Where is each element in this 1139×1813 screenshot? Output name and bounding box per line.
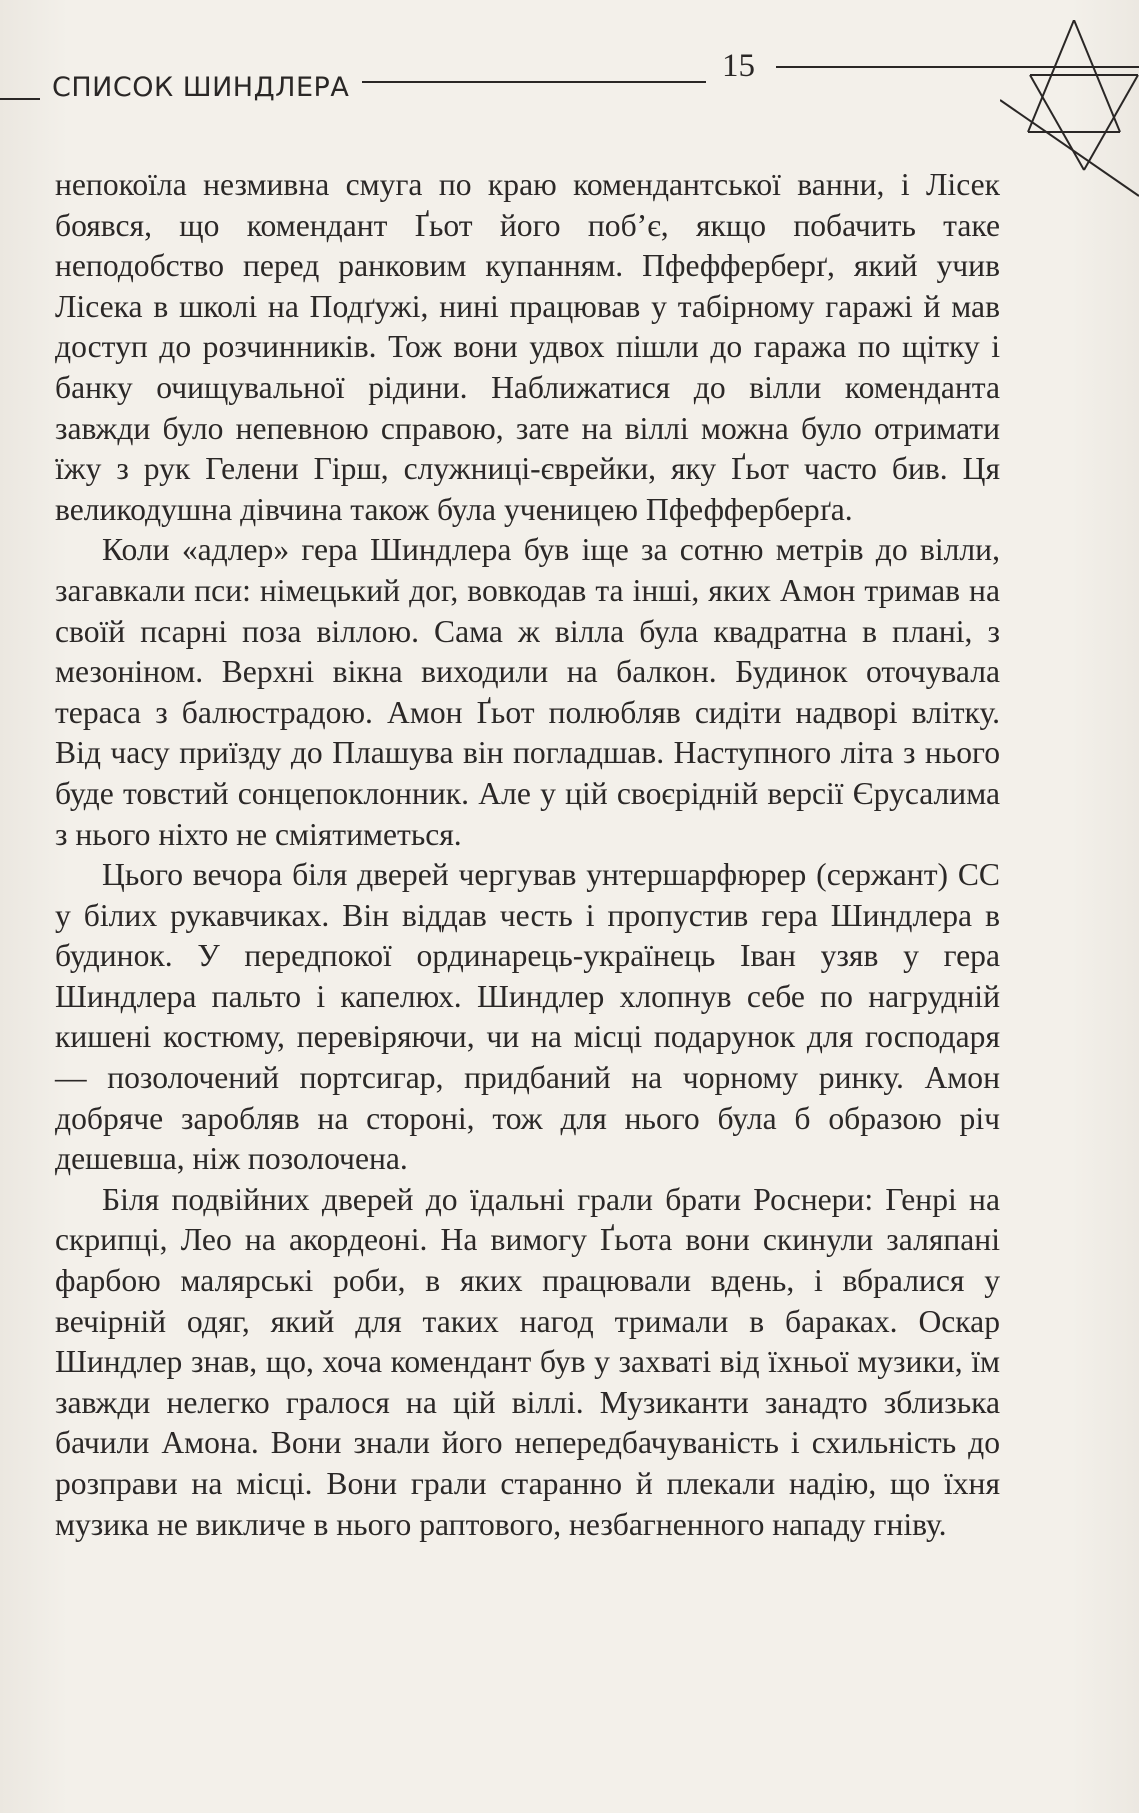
paragraph: Коли «адлер» гера Шиндлера був іще за сотню метрів до вілли, загавкали пси: німецький дог, вовкодав та інші, яких Амон тримав на своїй псарні поза віллою. Сама ж вілла була квадратна в плані, з мезоніном. Верхні вікна виходили на балкон. Будинок оточувала тераса з балюстрадою. Амон Ґьот полюбляв сидіти надворі влітку. Від часу приїзду до Плашува він погладшав. Наступного літа з нього буде товстий сонцепоклонник. Але у цій своєрідній версії Єрусалима з нього ніхто не сміятиметься. bbox=[55, 532, 1000, 852]
paragraph: Біля подвійних дверей до їдальні грали брати Роснери: Генрі на скрипці, Лео на акордеоні. На вимогу Ґьота вони скинули заляпані фарбою малярські роби, в яких працювали вдень, і вбралися у вечірній одяг, який для таких нагод тримали в бараках. Оскар Шиндлер знав, що, хоча комендант був у захваті від їхньої музики, їм завжди нелегко гралося на цій віллі. Музиканти занадто зблизька бачили Амона. Вони знали його непередбачуваність і схильність до розправи на місці. Вони грали старанно й плекали надію, що їхня музика не викличе в нього раптового, незбагненного нападу гніву. bbox=[55, 1181, 1000, 1542]
book-title: СПИСОК ШИНДЛЕРА bbox=[52, 72, 350, 103]
header-rule-middle bbox=[362, 81, 706, 83]
page-number: 15 bbox=[722, 48, 755, 84]
paragraph: Цього вечора біля дверей чергував унтершарфюрер (сержант) СС у білих рукавчиках. Він віддав честь і пропустив гера Шиндлера в будинок. У передпокої ординарець-українець Іван узяв у гера Шиндлера пальто і капелюх. Шиндлер хлопнув себе по нагрудній кишені костюму, перевіряючи, чи на місці подарунок для господаря — позолочений портсигар, придбаний на чорному ринку. Амон добряче заробляв на стороні, тож для нього була б образою річ дешевша, ніж позолочена. bbox=[55, 857, 1000, 1177]
paragraph: непокоїла незмивна смуга по краю комендантської ванни, і Лісек боявся, що комендант Ґьот його поб’є, якщо побачить таке неподобство перед ранковим купанням. Пфефферберґ, який учив Лісека в школі на Подґужі, нині працював у табірному гаражі й мав доступ до розчинників. Тож вони удвох пішли до гаража по щітку і банку очищувальної рідини. Наближатися до вілли коменданта завжди було непевною справою, зате на віллі можна було отримати їжу з рук Гелени Гірш, служниці-єврейки, яку Ґьот часто бив. Ця великодушна дівчина також була ученицею Пфефферберґа. bbox=[55, 167, 1000, 527]
running-head bbox=[0, 42, 1139, 102]
header-rule-left bbox=[0, 98, 40, 100]
star-of-david-decoration-icon bbox=[1000, 20, 1139, 200]
body-text bbox=[55, 165, 1000, 1545]
